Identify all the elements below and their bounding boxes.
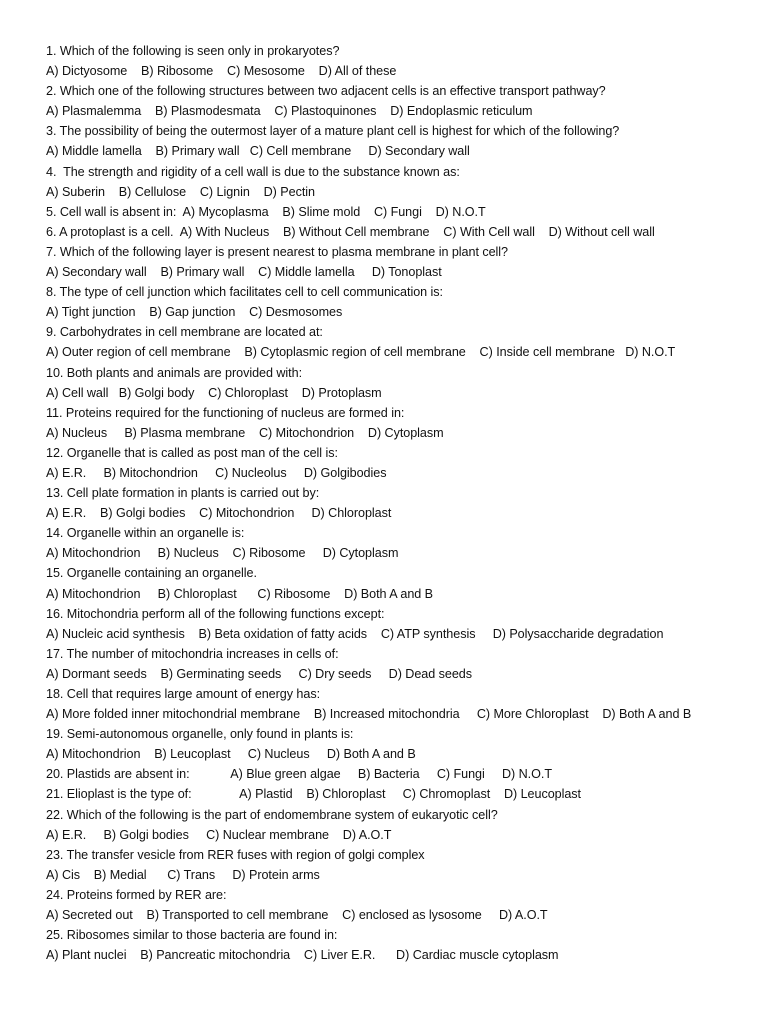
- question-text: 8. The type of cell junction which facilitates cell to cell communication is:: [46, 285, 444, 300]
- answer-options: A) Plant nuclei B) Pancreatic mitochondria C) Liver E.R. D) Cardiac muscle cytoplasm: [46, 948, 559, 963]
- answer-options: A) Suberin B) Cellulose C) Lignin D) Pectin: [46, 184, 315, 199]
- question-text: 6. A protoplast is a cell. A) With Nucleus B) Without Cell membrane C) With Cell wall D) Without cell wall: [46, 224, 655, 239]
- question-text: 2. Which one of the following structures between two adjacent cells is an effective transport pathway?: [46, 84, 606, 99]
- question-text: 13. Cell plate formation in plants is carried out by:: [46, 486, 320, 501]
- answer-options: A) Plasmalemma B) Plasmodesmata C) Plastoquinones D) Endoplasmic reticulum: [46, 104, 533, 119]
- answer-options: A) Mitochondrion B) Chloroplast C) Ribosome D) Both A and B: [46, 586, 434, 601]
- answer-options: A) Mitochondrion B) Leucoplast C) Nucleus D) Both A and B: [46, 747, 416, 762]
- answer-options: A) More folded inner mitochondrial membrane B) Increased mitochondria C) More Chloroplast D) Both A and B: [46, 707, 692, 722]
- question-text: 24. Proteins formed by RER are:: [46, 887, 227, 902]
- question-text: 9. Carbohydrates in cell membrane are located at:: [46, 325, 323, 340]
- question-text: 1. Which of the following is seen only in prokaryotes?: [46, 44, 340, 58]
- answer-options: A) Nucleic acid synthesis B) Beta oxidation of fatty acids C) ATP synthesis D) Polysaccharide degradation: [46, 626, 664, 641]
- answer-options: A) Dormant seeds B) Germinating seeds C) Dry seeds D) Dead seeds: [46, 666, 472, 681]
- question-text: 22. Which of the following is the part of endomembrane system of eukaryotic cell?: [46, 807, 498, 822]
- answer-options: A) Middle lamella B) Primary wall C) Cell membrane D) Secondary wall: [46, 144, 470, 159]
- question-text: 11. Proteins required for the functioning of nucleus are formed in:: [46, 405, 405, 420]
- question-list: [46, 41, 758, 965]
- question-text: 16. Mitochondria perform all of the following functions except:: [46, 606, 385, 621]
- question-text: 10. Both plants and animals are provided with:: [46, 365, 303, 380]
- question-text: 14. Organelle within an organelle is:: [46, 526, 245, 541]
- answer-options: A) Secondary wall B) Primary wall C) Middle lamella D) Tonoplast: [46, 265, 442, 280]
- answer-options: A) Outer region of cell membrane B) Cytoplasmic region of cell membrane C) Inside cell membrane D) N.O.T: [46, 345, 676, 360]
- answer-options: A) Dictyosome B) Ribosome C) Mesosome D) All of these: [46, 64, 397, 79]
- answer-options: A) Cell wall B) Golgi body C) Chloroplast D) Protoplasm: [46, 385, 382, 400]
- question-text: 19. Semi-autonomous organelle, only found in plants is:: [46, 727, 354, 742]
- answer-options: A) Nucleus B) Plasma membrane C) Mitochondrion D) Cytoplasm: [46, 425, 444, 440]
- answer-options: A) E.R. B) Golgi bodies C) Mitochondrion D) Chloroplast: [46, 506, 392, 521]
- answer-options: A) Cis B) Medial C) Trans D) Protein arms: [46, 867, 320, 882]
- question-text: 25. Ribosomes similar to those bacteria are found in:: [46, 928, 338, 943]
- question-text: 21. Elioplast is the type of: A) Plastid B) Chloroplast C) Chromoplast D) Leucoplast: [46, 787, 582, 802]
- question-text: 12. Organelle that is called as post man of the cell is:: [46, 445, 338, 460]
- question-text: 5. Cell wall is absent in: A) Mycoplasma B) Slime mold C) Fungi D) N.O.T: [46, 204, 486, 219]
- question-text: 7. Which of the following layer is present nearest to plasma membrane in plant cell?: [46, 244, 509, 259]
- answer-options: A) Mitochondrion B) Nucleus C) Ribosome D) Cytoplasm: [46, 546, 399, 561]
- question-text: 15. Organelle containing an organelle.: [46, 566, 257, 581]
- answer-options: A) Secreted out B) Transported to cell membrane C) enclosed as lysosome D) A.O.T: [46, 908, 548, 923]
- question-text: 3. The possibility of being the outermost layer of a mature plant cell is highest for which of the following?: [46, 124, 620, 139]
- question-text: 4. The strength and rigidity of a cell wall is due to the substance known as:: [46, 164, 460, 179]
- question-text: 23. The transfer vesicle from RER fuses with region of golgi complex: [46, 847, 425, 862]
- question-text: 18. Cell that requires large amount of energy has:: [46, 687, 321, 701]
- answer-options: A) E.R. B) Golgi bodies C) Nuclear membrane D) A.O.T: [46, 827, 392, 842]
- answer-options: A) Tight junction B) Gap junction C) Desmosomes: [46, 305, 343, 320]
- question-text: 20. Plastids are absent in: A) Blue green algae B) Bacteria C) Fungi D) N.O.T: [46, 767, 552, 782]
- question-text: 17. The number of mitochondria increases in cells of:: [46, 646, 339, 661]
- answer-options: A) E.R. B) Mitochondrion C) Nucleolus D) Golgibodies: [46, 465, 387, 480]
